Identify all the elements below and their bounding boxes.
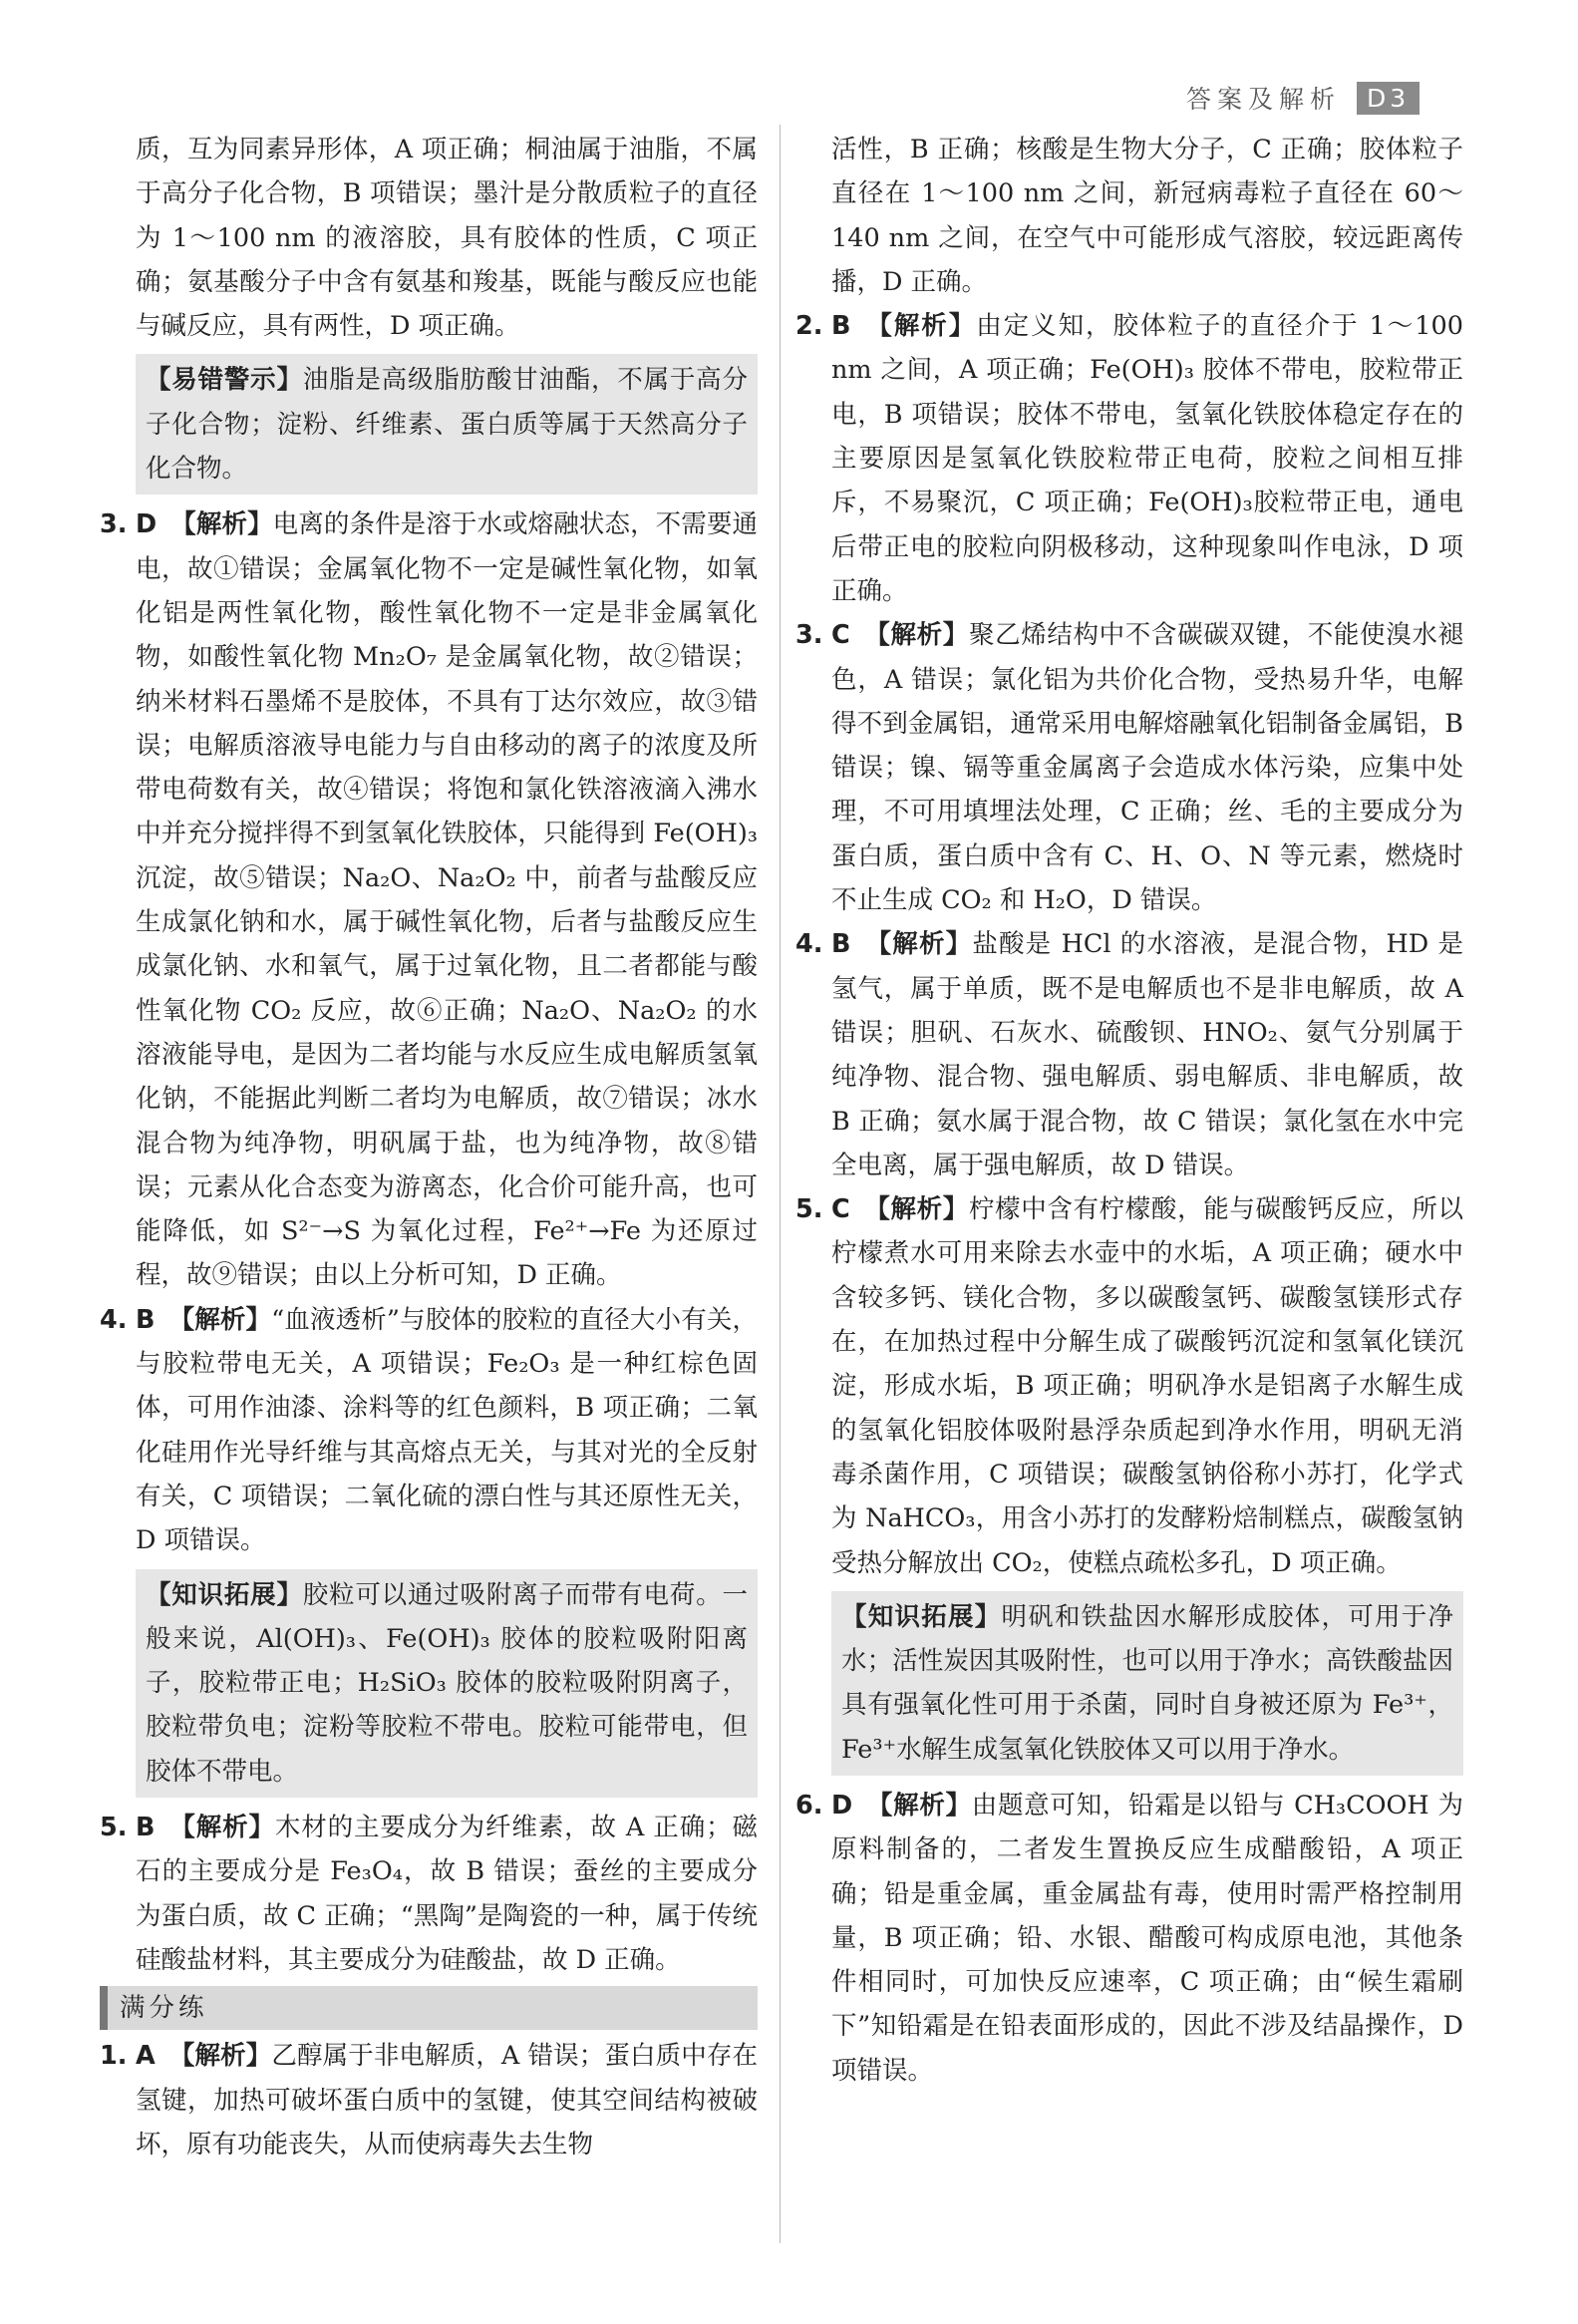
- analysis-text: 由定义知，胶体粒子的直径介于 1～100 nm 之间，A 项正确；Fe(OH)₃ 胶体不带电，胶粒带正电，B 项错误；胶体不带电，氢氧化铁胶体稳定存在的主要原因是氢氧化铁胶粒带正电荷，胶粒之间相互排斥，不易聚沉，C 项正确；Fe(OH)₃胶粒带正电，通电后带正电的胶粒向阴极移动，这种现象叫作电泳，D 项正确。: [831, 311, 1463, 606]
- answer-item-m4: [795, 922, 1463, 1187]
- analysis-text: 盐酸是 HCl 的水溶液，是混合物，HD 是氢气，属于单质，既不是电解质也不是非电解质，故 A 错误；胆矾、石灰水、硫酸钡、HNO₂、氨气分别属于纯净物、混合物、强电解质、弱电解质、非电解质，故 B 正确；氨水属于混合物，故 C 错误；氯化氢在水中完全电离，属于强电解质，故 D 错误。: [831, 929, 1463, 1180]
- tip-tag: 【易错警示】: [146, 365, 303, 396]
- tip-text: 明矾和铁盐因水解形成胶体，可用于净水；活性炭因其吸附性，也可以用于净水；高铁酸盐因具有强氧化性可用于杀菌，同时自身被还原为 Fe³⁺，Fe³⁺水解生成氢氧化铁胶体又可以用于净水。: [841, 1601, 1453, 1765]
- item-number: 3.: [795, 620, 823, 651]
- item-number: 5.: [795, 1194, 823, 1225]
- continued-text: 活性，B 正确；核酸是生物大分子，C 正确；胶体粒子直径在 1～100 nm 之间，新冠病毒粒子直径在 60～140 nm 之间，在空气中可能形成气溶胶，较远距离传播，D 正确。: [831, 135, 1463, 297]
- analysis-tag: 【解析】: [863, 620, 969, 651]
- analysis-tag: 【解析】: [864, 311, 977, 342]
- answer-letter: D: [136, 509, 158, 540]
- answer-item-3: [100, 502, 758, 1297]
- analysis-tag: 【解析】: [168, 1304, 272, 1335]
- analysis-text: 由题意可知，铅霜是以铅与 CH₃COOH 为原料制备的，二者发生置换反应生成醋酸铅，A 项正确；铅是重金属，重金属盐有毒，使用时需严格控制用量，B 项正确；铅、水银、醋酸可构成原电池，其他条件相同时，可加快反应速率，C 项正确；由“候生霜刷下”知铅霜是在铅表面形成的，因此不涉及结晶操作，D 项错误。: [831, 1790, 1463, 2086]
- analysis-tag: 【解析】: [170, 509, 273, 540]
- item-number: 5.: [100, 1812, 128, 1842]
- analysis-text: 柠檬中含有柠檬酸，能与碳酸钙反应，所以柠檬煮水可用来除去水壶中的水垢，A 项正确；硬水中含较多钙、镁化合物，多以碳酸氢钙、碳酸氢镁形式存在，在加热过程中分解生成了碳酸钙沉淀和氢氧化镁沉淀，形成水垢，B 项正确；明矾净水是铝离子水解生成的氢氧化铝胶体吸附悬浮杂质起到净水作用，明矾无消毒杀菌作用，C 项错误；碳酸氢钠俗称小苏打，化学式为 NaHCO₃，用含小苏打的发酵粉焙制糕点，碳酸氢钠受热分解放出 CO₂，使糕点疏松多孔，D 项正确。: [831, 1194, 1463, 1578]
- item-number: 1.: [100, 2041, 128, 2072]
- analysis-text: “血液透析”与胶体的胶粒的直径大小有关，与胶粒带电无关，A 项错误；Fe₂O₃ 是一种红棕色固体，可用作油漆、涂料等的红色颜料，B 项正确；二氧化硅用作光导纤维与其高熔点无关，与其对光的全反射有关，C 项错误；二氧化硫的漂白性与其还原性无关，D 项错误。: [136, 1304, 758, 1556]
- answer-letter: B: [831, 311, 851, 342]
- left-column: [100, 128, 758, 2166]
- answer-item-m2: [795, 304, 1463, 613]
- answer-letter: C: [831, 1194, 850, 1225]
- answer-item-m5: [795, 1187, 1463, 1585]
- knowledge-box: [831, 1591, 1463, 1776]
- analysis-text: 聚乙烯结构中不含碳碳双键，不能使溴水褪色，A 错误；氯化铝为共价化合物，受热易升华，电解得不到金属铝，通常采用电解熔融氧化铝制备金属铝，B 错误；镍、镉等重金属离子会造成水体污染，应集中处理，不可用填埋法处理，C 正确；丝、毛的主要成分为蛋白质，蛋白质中含有 C、H、O、N 等元素，燃烧时不止生成 CO₂ 和 H₂O，D 错误。: [831, 620, 1463, 916]
- page-number-badge: D3: [1357, 82, 1420, 115]
- analysis-text: 乙醇属于非电解质，A 错误；蛋白质中存在氢键，加热可破坏蛋白质中的氢键，使其空间结构被破坏，原有功能丧失，从而使病毒失去生物: [136, 2041, 758, 2160]
- column-divider: [780, 125, 781, 2243]
- answer-letter: B: [831, 929, 851, 960]
- answer-letter: B: [136, 1812, 156, 1842]
- knowledge-box: [136, 1569, 758, 1798]
- analysis-tag: 【解析】: [168, 2041, 272, 2072]
- analysis-tag: 【解析】: [168, 1812, 275, 1842]
- answer-item-4: [100, 1298, 758, 1563]
- analysis-tag: 【解析】: [863, 1194, 969, 1225]
- item-number: 2.: [795, 311, 823, 342]
- item-number: 3.: [100, 509, 128, 540]
- item-number: 4.: [795, 929, 823, 960]
- analysis-tag: 【解析】: [866, 1790, 972, 1821]
- tip-tag: 【知识拓展】: [841, 1601, 1002, 1632]
- right-column: [795, 128, 1463, 2093]
- tip-tag: 【知识拓展】: [146, 1579, 303, 1610]
- answer-letter: D: [831, 1790, 853, 1821]
- answer-item-5: [100, 1806, 758, 1982]
- analysis-text: 电离的条件是溶于水或熔融状态，不需要通电，故①错误；金属氧化物不一定是碱性氧化物，如氧化铝是两性氧化物，酸性氧化物不一定是非金属氧化物，如酸性氧化物 Mn₂O₇ 是金属氧化物，故②错误；纳米材料石墨烯不是胶体，不具有丁达尔效应，故③错误；电解质溶液导电能力与自由移动的离子的浓度及所带电荷数有关，故④错误；将饱和氯化铁溶液滴入沸水中并充分搅拌得不到氢氧化铁胶体，只能得到 Fe(OH)₃ 沉淀，故⑤错误；Na₂O、Na₂O₂ 中，前者与盐酸反应生成氯化钠和水，属于碱性氧化物，后者与盐酸反应生成氯化钠、水和氧气，属于过氧化物，且二者都能与酸性氧化物 CO₂ 反应，故⑥正确；Na₂O、Na₂O₂ 的水溶液能导电，是因为二者均能与水反应生成电解质氢氧化钠，不能据此判断二者均为电解质，故⑦错误；冰水混合物为纯净物，明矾属于盐，也为纯净物，故⑧错误；元素从化合态变为游离态，化合价可能升高，也可能降低，如 S²⁻→S 为氧化过程，Fe²⁺→Fe 为还原过程，故⑨错误；由以上分析可知，D 正确。: [136, 509, 758, 1291]
- header-title: 答案及解析: [1186, 85, 1342, 114]
- answer-item-m6: [795, 1784, 1463, 2093]
- item-number: 6.: [795, 1790, 823, 1821]
- answer-letter: C: [831, 620, 850, 651]
- tip-box: [136, 354, 758, 495]
- continued-text: 质，互为同素异形体，A 项正确；桐油属于油脂，不属于高分子化合物，B 项错误；墨汁是分散质粒子的直径为 1～100 nm 的液溶胶，具有胶体的性质，C 项正确；氨基酸分子中含有氨基和羧基，既能与酸反应也能与碱反应，具有两性，D 项正确。: [136, 135, 758, 342]
- tip-text: 油脂是高级脂肪酸甘油酯，不属于高分子化合物；淀粉、纤维素、蛋白质等属于天然高分子化合物。: [146, 365, 748, 485]
- item-number: 4.: [100, 1304, 128, 1335]
- answer-letter: A: [136, 2041, 156, 2072]
- analysis-text: 木材的主要成分为纤维素，故 A 正确；磁石的主要成分是 Fe₃O₄，故 B 错误；蚕丝的主要成分为蛋白质，故 C 正确；“黑陶”是陶瓷的一种，属于传统硅酸盐材料，其主要成分为硅酸盐，故 D 正确。: [136, 1812, 758, 1975]
- answer-item-m3: [795, 613, 1463, 922]
- tip-text: 胶粒可以通过吸附离子而带有电荷。一般来说，Al(OH)₃、Fe(OH)₃ 胶体的胶粒吸附阳离子，胶粒带正电；H₂SiO₃ 胶体的胶粒吸附阴离子，胶粒带负电；淀粉等胶粒不带电。胶粒可能带电，但胶体不带电。: [146, 1579, 748, 1787]
- page-header: [1186, 78, 1420, 118]
- analysis-tag: 【解析】: [864, 929, 973, 960]
- answer-letter: B: [136, 1304, 156, 1335]
- answer-item-m1: [100, 2034, 758, 2166]
- section-heading: 满分练: [100, 1986, 758, 2030]
